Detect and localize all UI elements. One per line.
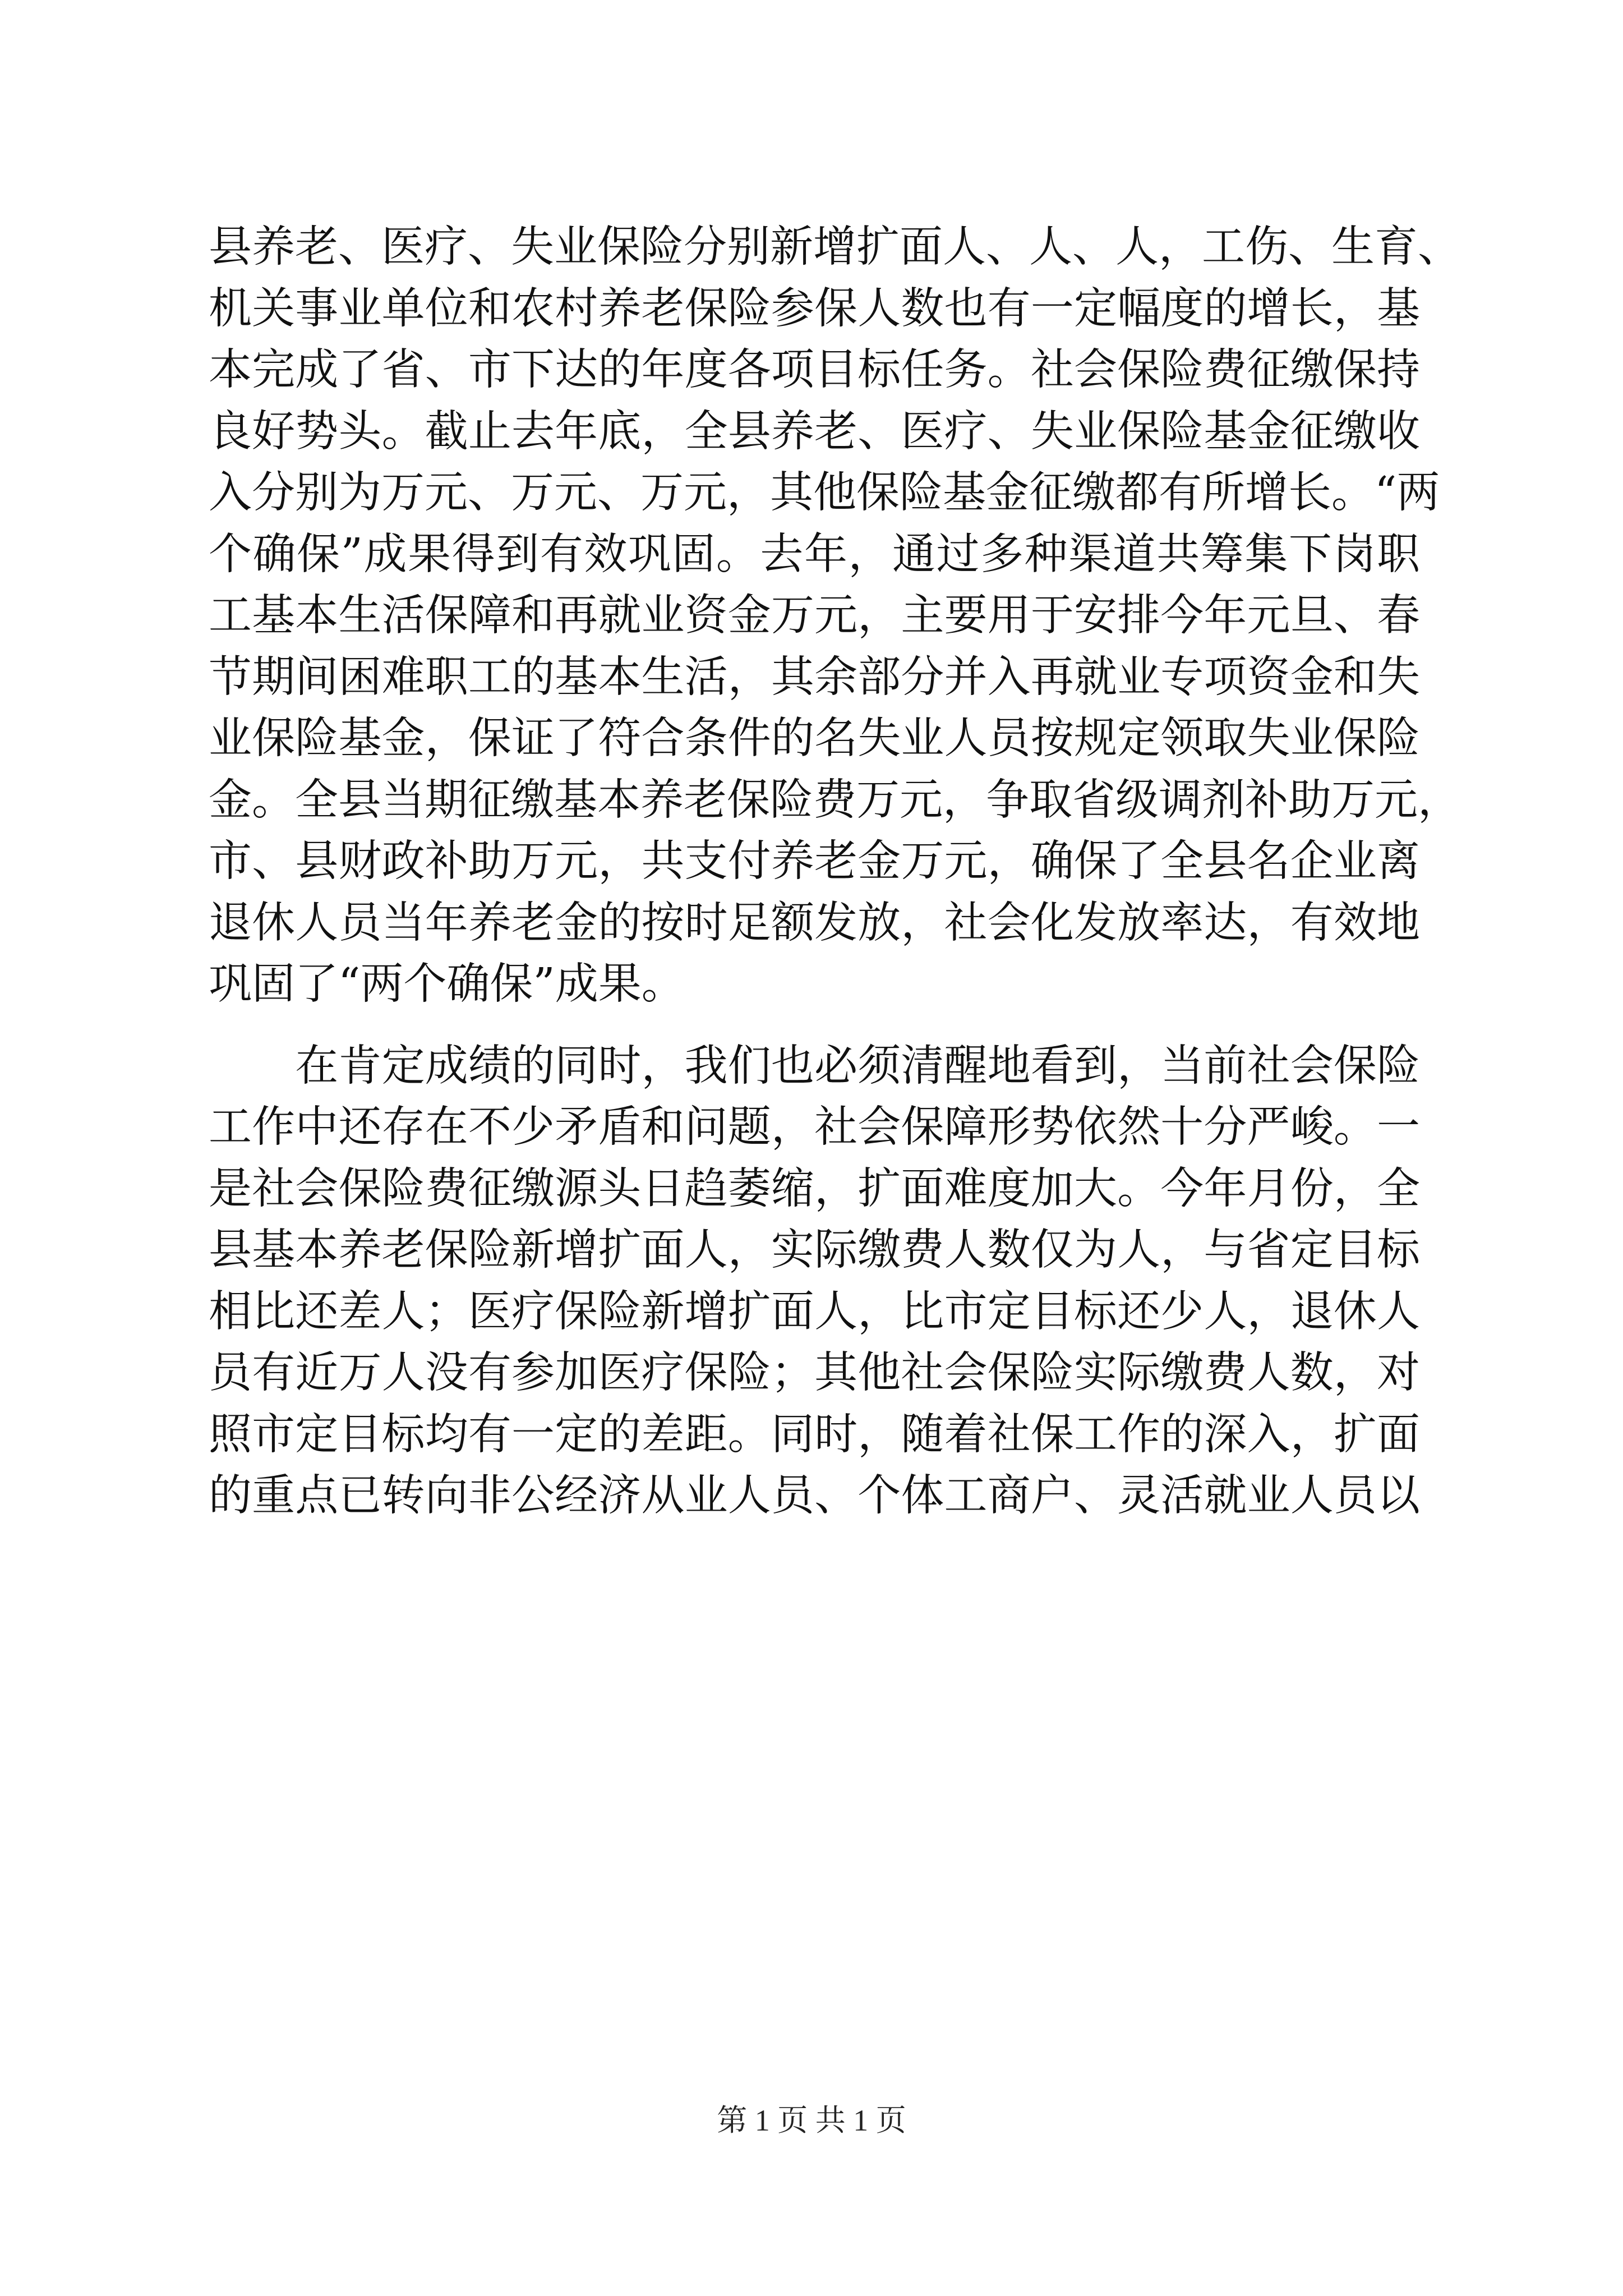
text-line: 县养老、医疗、失业保险分别新增扩面人、人、人，工伤、生育、 (209, 222, 1461, 272)
page-footer (0, 2101, 1623, 2140)
paragraph-2 (209, 1036, 1420, 1527)
text-line: 业保险基金，保证了符合条件的名失业人员按规定领取失业保险 (209, 714, 1420, 763)
text-line: 个确保”成果得到有效巩固。去年，通过多种渠道共筹集下岗职 (209, 529, 1420, 579)
text-line: 本完成了省、市下达的年度各项目标任务。社会保险费征缴保持 (209, 345, 1420, 395)
text-line: 是社会保险费征缴源头日趋萎缩，扩面难度加大。今年月份，全 (209, 1163, 1420, 1214)
text-line: 县基本养老保险新增扩面人，实际缴费人数仅为人，与省定目标 (209, 1225, 1420, 1275)
text-line: 市、县财政补助万元，共支付养老金万元，确保了全县名企业离 (209, 836, 1420, 886)
text-line: 退休人员当年养老金的按时足额发放，社会化发放率达，有效地 (209, 898, 1420, 948)
paragraph-gap (209, 1015, 1420, 1036)
page-number-label: 第 1 页 共 1 页 (717, 2104, 906, 2137)
document-body (209, 217, 1461, 1527)
text-line: 工基本生活保障和再就业资金万元，主要用于安排今年元旦、春 (209, 591, 1420, 641)
text-line: 良好势头。截止去年底，全县养老、医疗、失业保险基金征缴收 (209, 406, 1420, 457)
text-line: 机关事业单位和农村养老保险参保人数也有一定幅度的增长，基 (209, 283, 1420, 334)
paragraph-1 (209, 217, 1461, 1015)
text-line: 相比还差人；医疗保险新增扩面人，比市定目标还少人，退休人 (209, 1286, 1420, 1337)
text-line: 在肯定成绩的同时，我们也必须清醒地看到，当前社会保险 (209, 1041, 1420, 1091)
text-line: 员有近万人没有参加医疗保险；其他社会保险实际缴费人数，对 (209, 1348, 1420, 1398)
text-line: 巩固了“两个确保”成果。 (209, 959, 685, 1009)
text-line: 工作中还存在不少矛盾和问题，社会保障形势依然十分严峻。一 (209, 1102, 1420, 1152)
text-line: 照市定目标均有一定的差距。同时，随着社保工作的深入，扩面 (209, 1409, 1420, 1460)
text-line: 的重点已转向非公经济从业人员、个体工商户、灵活就业人员以 (209, 1471, 1420, 1521)
text-line: 节期间困难职工的基本生活，其余部分并入再就业专项资金和失 (209, 652, 1420, 702)
text-line: 入分别为万元、万元、万元，其他保险基金征缴都有所增长。“两 (209, 468, 1440, 518)
text-line: 金。全县当期征缴基本养老保险费万元，争取省级调剂补助万元， (209, 775, 1461, 825)
